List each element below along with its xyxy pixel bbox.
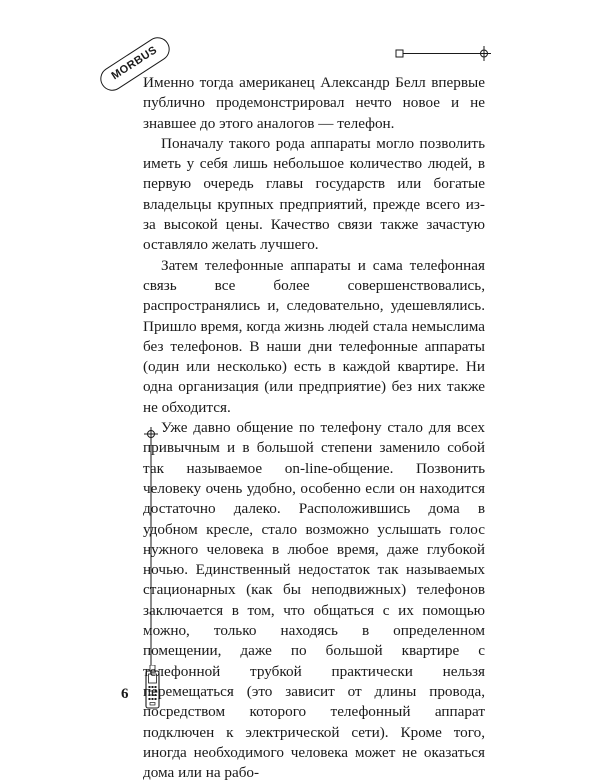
- morbus-badge: MORBUS: [96, 33, 174, 96]
- crosshair-icon: [477, 46, 491, 61]
- paragraph: Поначалу такого рода аппараты могло позволить иметь у себя лишь небольшое количество людей, в первую очередь главы государств или богатые владельцы крупных предприятий, прежде всего из-за высокой цены. Качество связи также зачастую оставляло желать лучшего.: [143, 134, 485, 254]
- square-marker-icon: [396, 50, 403, 57]
- page-number: 6: [121, 686, 129, 702]
- header-rule-ornament: [395, 44, 495, 64]
- paragraph: Затем телефонные аппараты и сама телефонная связь все более совершенствовались, распространялись и, следовательно, удешевлялись. Пришло время, когда жизнь людей стала немыслима без телефонов. В наши дни телефонные аппараты (один или несколько) есть в каждой квартире. Ни одна организация (или предприятие) без них также не обходится.: [143, 256, 485, 416]
- paragraph: Именно тогда американец Александр Белл впервые публично продемонстрировал нечто новое и не знавшее до этого аналогов — телефон.: [143, 74, 485, 132]
- paragraph: Уже давно общение по телефону стало для всех привычным и в большой степени заменило собой так называемое on-line-общение. Позвонить человеку очень удобно, особенно если он находится достаточно далеко. Расположившись дома в удобном кресле, стало возможно услышать голос нужного человека в любое время, даже глубокой ночью. Единственный недостаток так называемых стационарных (как бы неподвижных) телефонов заключается в том, что общаться с их помощью можно, только находясь в определенном помещении, даже по большой квартире с телефонной трубкой практически нельзя перемещаться (это зависит от длины провода, посредством которого телефонный аппарат подключен к электрической сети). Кроме того, иногда необходимого человека может не оказаться дома или на рабо-: [143, 419, 485, 782]
- body-text: [143, 73, 485, 783]
